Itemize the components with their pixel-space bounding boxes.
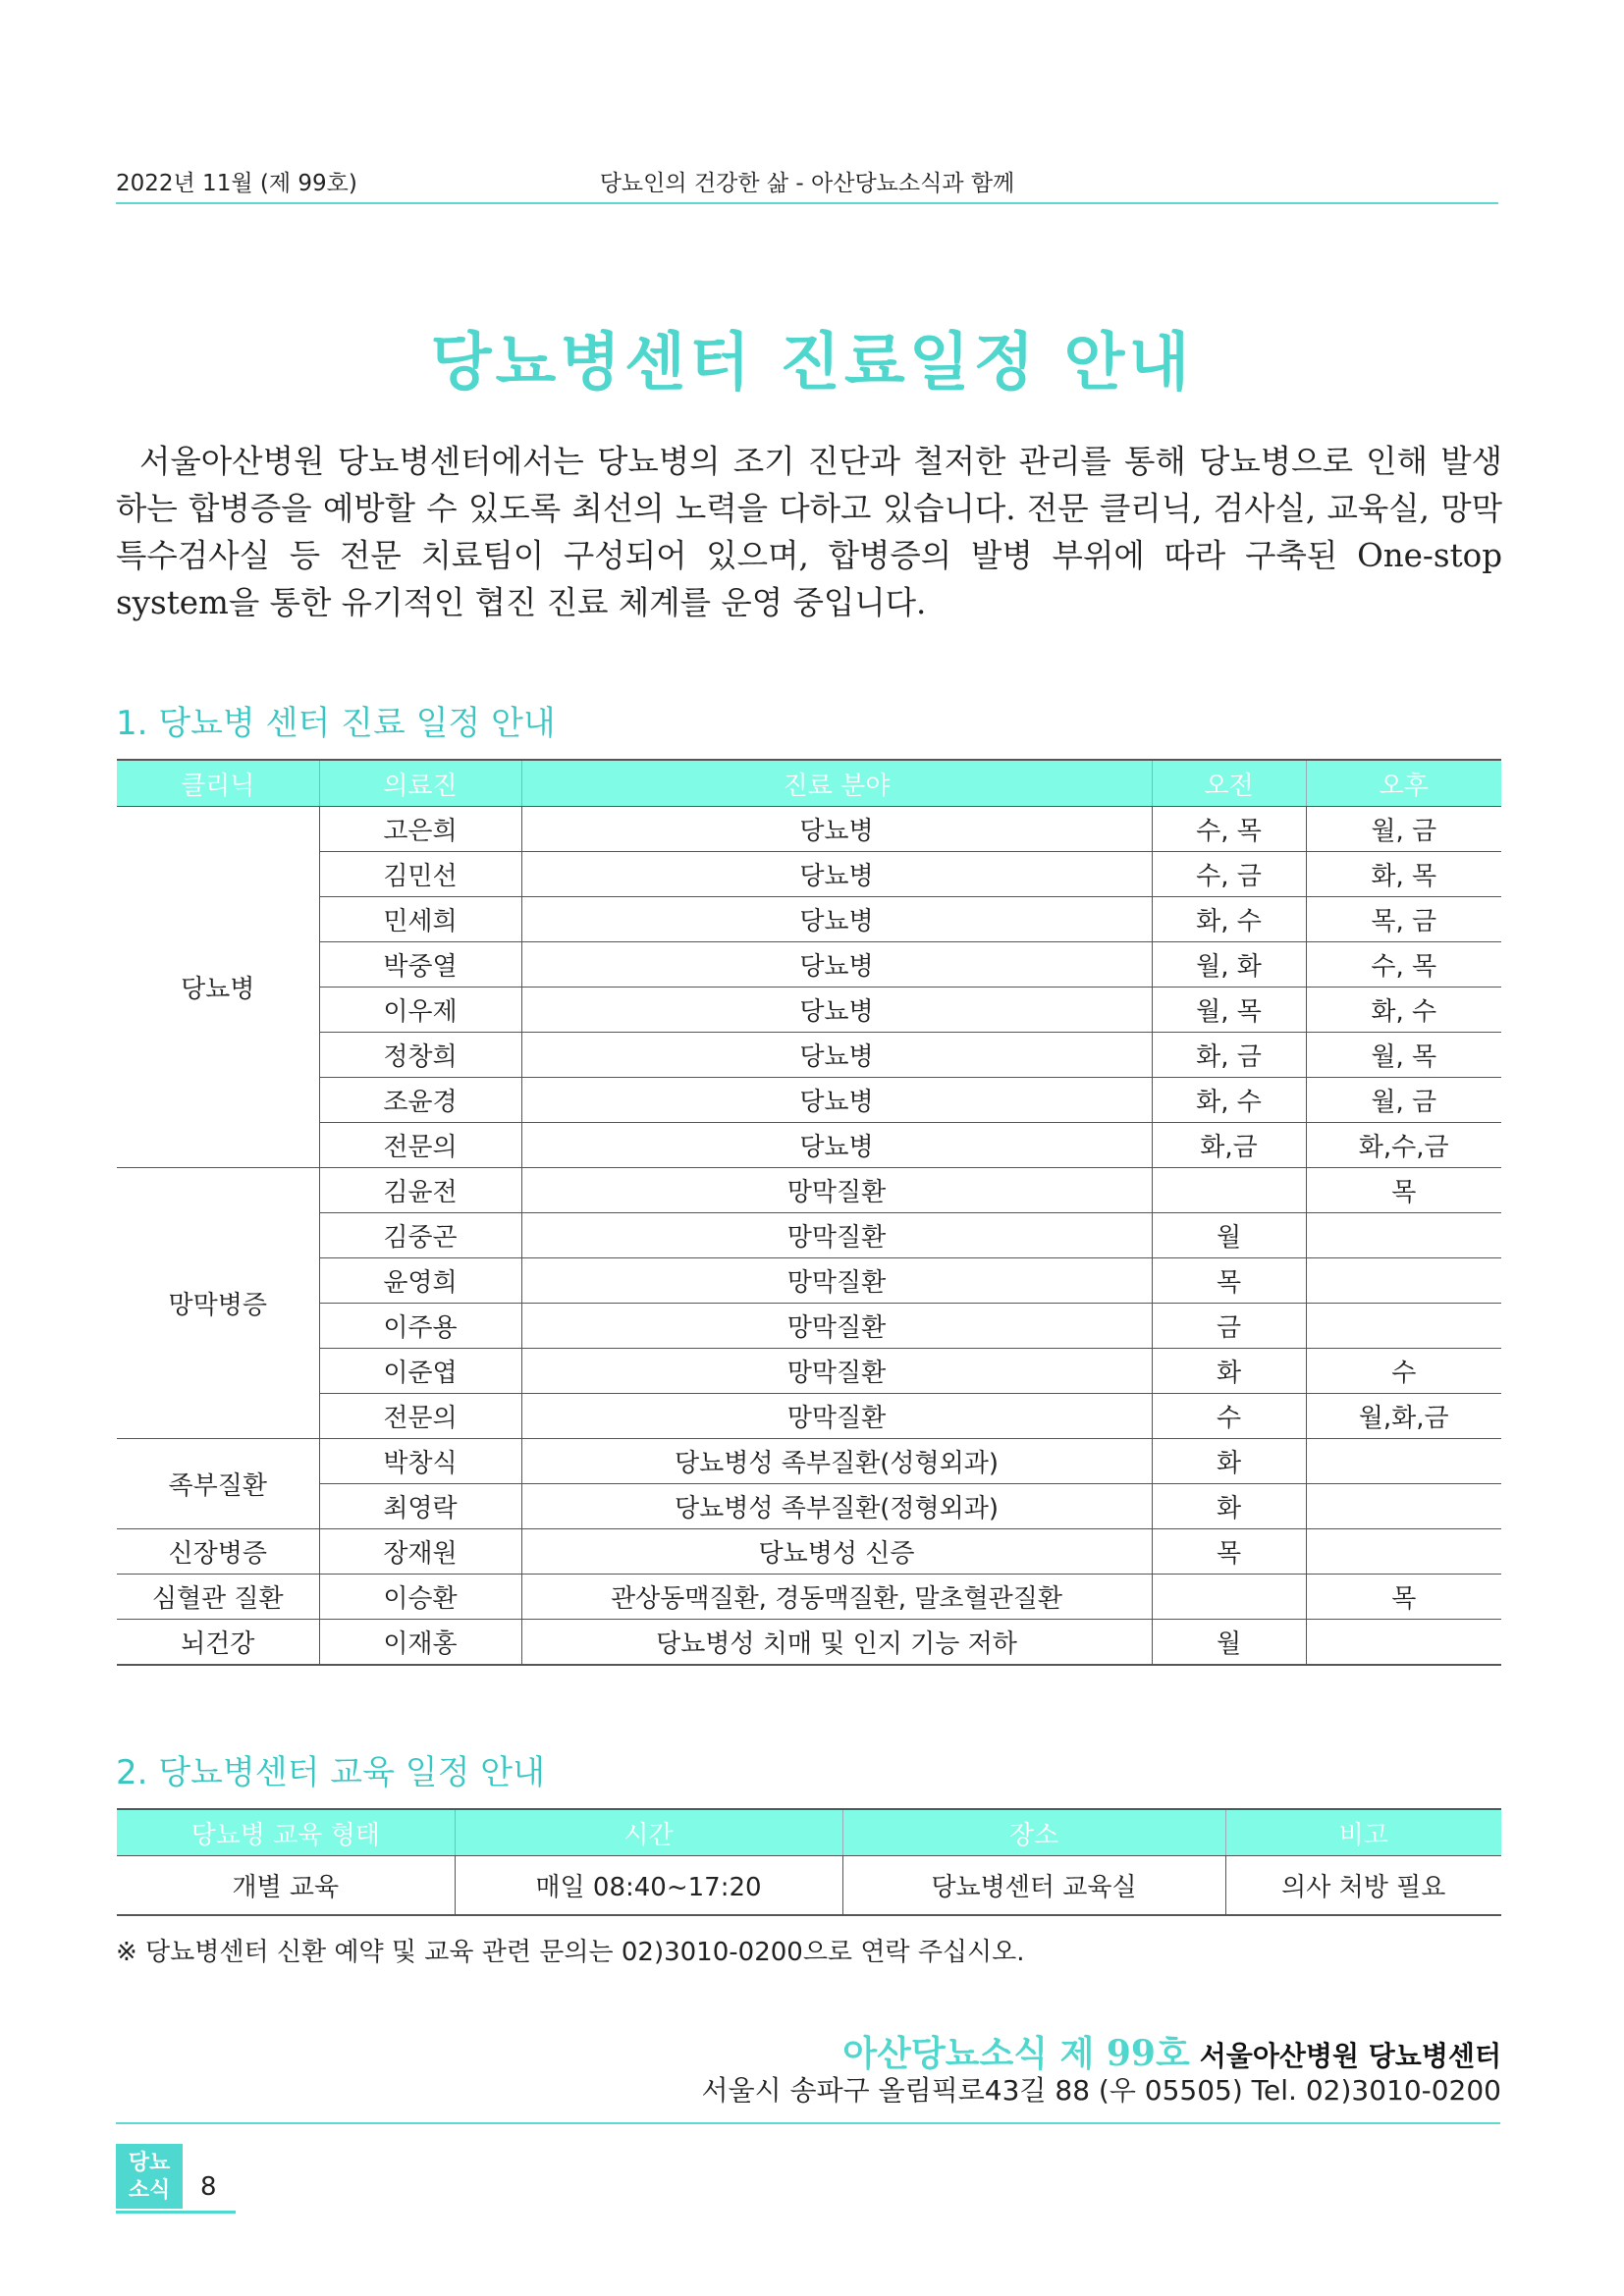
morning-cell: 수, 금: [1152, 852, 1306, 897]
table-row: [117, 1213, 1501, 1258]
doctor-cell: 민세희: [319, 897, 521, 942]
field-cell: 망막질환: [521, 1304, 1152, 1349]
field-cell: 당뇨병: [521, 1123, 1152, 1168]
badge-line-1: 당뇨: [128, 2151, 171, 2175]
afternoon-cell: [1306, 1213, 1501, 1258]
field-cell: 관상동맥질환, 경동맥질환, 말초혈관질환: [521, 1575, 1152, 1620]
doctor-cell: 박창식: [319, 1439, 521, 1484]
morning-cell: 수: [1152, 1394, 1306, 1439]
doctor-cell: 김중곤: [319, 1213, 521, 1258]
doctor-cell: 김윤전: [319, 1168, 521, 1213]
doctor-cell: 조윤경: [319, 1078, 521, 1123]
morning-cell: 금: [1152, 1304, 1306, 1349]
field-cell: 망막질환: [521, 1213, 1152, 1258]
header-morning: 오전: [1152, 760, 1306, 807]
doctor-cell: 장재원: [319, 1529, 521, 1575]
table-row: [117, 807, 1501, 852]
clinic-cell: 신장병증: [117, 1529, 319, 1575]
doctor-cell: 정창희: [319, 1033, 521, 1078]
table-row: [117, 1123, 1501, 1168]
morning-cell: 월, 목: [1152, 988, 1306, 1033]
doctor-cell: 이준엽: [319, 1349, 521, 1394]
afternoon-cell: 월, 금: [1306, 1078, 1501, 1123]
magazine-name: 아산당뇨소식 제 99호: [842, 2033, 1190, 2074]
page-number: 8: [200, 2172, 217, 2202]
header-doctor: 의료진: [319, 760, 521, 807]
field-cell: 당뇨병: [521, 852, 1152, 897]
afternoon-cell: [1306, 1529, 1501, 1575]
field-cell: 망막질환: [521, 1349, 1152, 1394]
field-cell: 당뇨병: [521, 1078, 1152, 1123]
table-row: [117, 897, 1501, 942]
education-remark-cell: 의사 처방 필요: [1225, 1856, 1501, 1916]
afternoon-cell: [1306, 1620, 1501, 1666]
table-row: [117, 1258, 1501, 1304]
afternoon-cell: 화, 수: [1306, 988, 1501, 1033]
afternoon-cell: [1306, 1304, 1501, 1349]
section-title-education: 2. 당뇨병센터 교육 일정 안내: [116, 1753, 545, 1792]
morning-cell: 목: [1152, 1258, 1306, 1304]
afternoon-cell: [1306, 1484, 1501, 1529]
education-schedule-table: [117, 1808, 1501, 1916]
field-cell: 당뇨병: [521, 807, 1152, 852]
morning-cell: 화, 수: [1152, 1078, 1306, 1123]
field-cell: 망막질환: [521, 1258, 1152, 1304]
table-row: [117, 1856, 1501, 1916]
table-row: [117, 988, 1501, 1033]
doctor-cell: 전문의: [319, 1123, 521, 1168]
badge-line-2: 소식: [128, 2178, 171, 2203]
clinic-cell: 당뇨병: [117, 807, 319, 1168]
field-cell: 당뇨병성 족부질환(성형외과): [521, 1439, 1152, 1484]
afternoon-cell: 화, 목: [1306, 852, 1501, 897]
morning-cell: 월, 화: [1152, 942, 1306, 988]
afternoon-cell: 수, 목: [1306, 942, 1501, 988]
clinic-cell: 족부질환: [117, 1439, 319, 1529]
field-cell: 망막질환: [521, 1394, 1152, 1439]
header-time: 시간: [455, 1809, 842, 1856]
education-time-cell: 매일 08:40~17:20: [455, 1856, 842, 1916]
morning-cell: 화: [1152, 1484, 1306, 1529]
clinic-schedule-table: [117, 759, 1501, 1666]
field-cell: 당뇨병성 치매 및 인지 기능 저하: [521, 1620, 1152, 1666]
table-row: [117, 1033, 1501, 1078]
table-row: [117, 1394, 1501, 1439]
table-row: [117, 1620, 1501, 1666]
doctor-cell: 이승환: [319, 1575, 521, 1620]
morning-cell: 화: [1152, 1439, 1306, 1484]
header-afternoon: 오후: [1306, 760, 1501, 807]
page-title: 당뇨병센터 진료일정 안내: [430, 326, 1194, 400]
afternoon-cell: 수: [1306, 1349, 1501, 1394]
footer-divider: [116, 2122, 1500, 2124]
field-cell: 망막질환: [521, 1168, 1152, 1213]
table-row: [117, 1575, 1501, 1620]
footer-address: 서울시 송파구 올림픽로43길 88 (우 05505) Tel. 02)3010-0200: [701, 2074, 1501, 2107]
field-cell: 당뇨병: [521, 942, 1152, 988]
doctor-cell: 이우제: [319, 988, 521, 1033]
table-row: [117, 1484, 1501, 1529]
table-row: [117, 1529, 1501, 1575]
doctor-cell: 이재홍: [319, 1620, 521, 1666]
education-place-cell: 당뇨병센터 교육실: [842, 1856, 1225, 1916]
clinic-cell: 망막병증: [117, 1168, 319, 1439]
afternoon-cell: 월, 금: [1306, 807, 1501, 852]
table-row: [117, 1168, 1501, 1213]
field-cell: 당뇨병성 신증: [521, 1529, 1152, 1575]
field-cell: 당뇨병: [521, 988, 1152, 1033]
afternoon-cell: 화,수,금: [1306, 1123, 1501, 1168]
header-remark: 비고: [1225, 1809, 1501, 1856]
field-cell: 당뇨병성 족부질환(정형외과): [521, 1484, 1152, 1529]
organization-name: 서울아산병원 당뇨병센터: [1199, 2040, 1501, 2072]
magazine-badge: [116, 2144, 183, 2209]
field-cell: 당뇨병: [521, 897, 1152, 942]
education-type-cell: 개별 교육: [117, 1856, 455, 1916]
morning-cell: 화,금: [1152, 1123, 1306, 1168]
page-number-underline: [116, 2211, 236, 2214]
table-row: [117, 1439, 1501, 1484]
morning-cell: 목: [1152, 1529, 1306, 1575]
doctor-cell: 고은희: [319, 807, 521, 852]
table-row: [117, 852, 1501, 897]
issue-date: 2022년 11월 (제 99호): [116, 171, 357, 196]
afternoon-cell: [1306, 1439, 1501, 1484]
afternoon-cell: [1306, 1258, 1501, 1304]
morning-cell: [1152, 1575, 1306, 1620]
afternoon-cell: 목: [1306, 1575, 1501, 1620]
doctor-cell: 이주용: [319, 1304, 521, 1349]
afternoon-cell: 목, 금: [1306, 897, 1501, 942]
contact-note: ※ 당뇨병센터 신환 예약 및 교육 관련 문의는 02)3010-0200으로 연락 주십시오.: [116, 1938, 1025, 1967]
morning-cell: 월: [1152, 1620, 1306, 1666]
header-education-type: 당뇨병 교육 형태: [117, 1809, 455, 1856]
header-field: 진료 분야: [521, 760, 1152, 807]
table-header-row: [117, 1809, 1501, 1856]
section-title-schedule: 1. 당뇨병 센터 진료 일정 안내: [116, 704, 556, 743]
morning-cell: [1152, 1168, 1306, 1213]
clinic-cell: 뇌건강: [117, 1620, 319, 1666]
table-header-row: [117, 760, 1501, 807]
afternoon-cell: 목: [1306, 1168, 1501, 1213]
afternoon-cell: 월, 목: [1306, 1033, 1501, 1078]
morning-cell: 수, 목: [1152, 807, 1306, 852]
table-row: [117, 1078, 1501, 1123]
header-clinic: 클리닉: [117, 760, 319, 807]
schedule-body: [117, 807, 1501, 1666]
header-place: 장소: [842, 1809, 1225, 1856]
doctor-cell: 박중열: [319, 942, 521, 988]
field-cell: 당뇨병: [521, 1033, 1152, 1078]
doctor-cell: 전문의: [319, 1394, 521, 1439]
intro-paragraph: 서울아산병원 당뇨병센터에서는 당뇨병의 조기 진단과 철저한 관리를 통해 당뇨병으로 인해 발생하는 합병증을 예방할 수 있도록 최선의 노력을 다하고 있습니다. 전문 클리닉, 검사실, 교육실, 망막특수검사실 등 전문 치료팀이 구성되어 있으며, 합병증의 발병 부위에 따라 구축된 One-stop system을 통한 유기적인 협진 진료 체계를 운영 중입니다.: [116, 443, 1502, 621]
table-row: [117, 1349, 1501, 1394]
morning-cell: 화: [1152, 1349, 1306, 1394]
table-row: [117, 942, 1501, 988]
doctor-cell: 윤영희: [319, 1258, 521, 1304]
series-title: 당뇨인의 건강한 삶 - 아산당뇨소식과 함께: [599, 171, 1015, 196]
doctor-cell: 김민선: [319, 852, 521, 897]
morning-cell: 화, 수: [1152, 897, 1306, 942]
page-header: [116, 157, 1498, 204]
clinic-cell: 심혈관 질환: [117, 1575, 319, 1620]
morning-cell: 화, 금: [1152, 1033, 1306, 1078]
table-row: [117, 1304, 1501, 1349]
doctor-cell: 최영락: [319, 1484, 521, 1529]
morning-cell: 월: [1152, 1213, 1306, 1258]
afternoon-cell: 월,화,금: [1306, 1394, 1501, 1439]
